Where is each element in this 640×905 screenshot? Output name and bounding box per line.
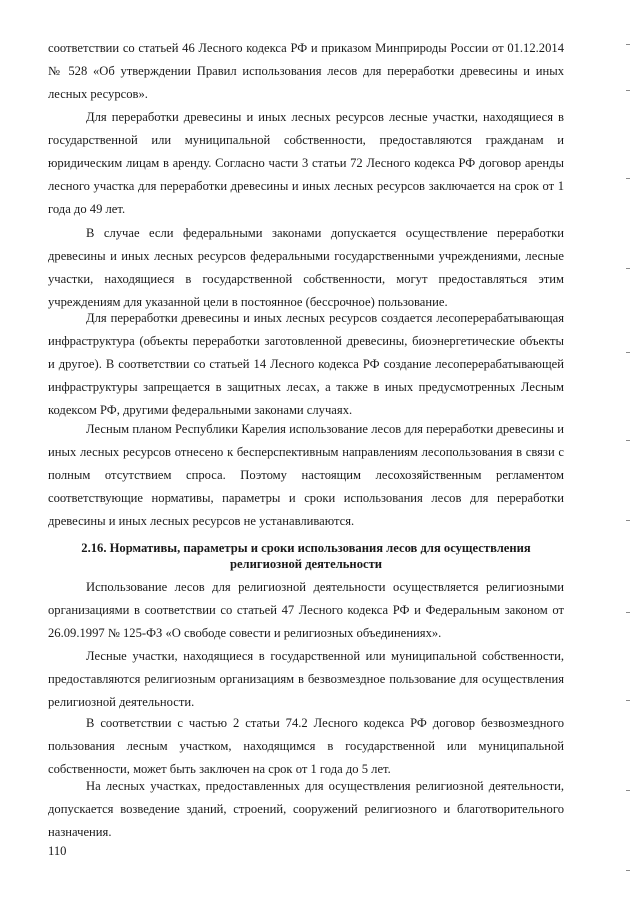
paragraph-2: Для переработки древесины и иных лесных ресурсов лесные участки, находящиеся в государственной или муниципальной собственности, предоставляются гражданам и юридическим лицам в аренду. Согласно части 3 статьи 72 Лесного кодекса РФ договор аренды лесного участка для переработки древесины и иных лесных ресурсов заключается на срок от 1 года до 49 лет.	[48, 110, 564, 216]
scan-edge-mark	[626, 700, 630, 701]
paragraph-1: соответствии со статьей 46 Лесного кодекса РФ и приказом Минприроды России от 01.12.2014 № 528 «Об утверждении Правил использования лесов для переработки древесины и иных лесных ресурсов».	[48, 41, 564, 101]
scan-edge-mark	[626, 178, 630, 179]
section-heading-line-2: религиозной деятельности	[229, 557, 383, 571]
scan-edge-mark	[626, 870, 630, 871]
scan-edge-mark	[626, 90, 630, 91]
scan-edge-mark	[626, 352, 630, 353]
section-heading	[48, 540, 564, 572]
scan-edge-mark	[626, 790, 630, 791]
scan-edge-mark	[626, 440, 630, 441]
paragraph-4: Для переработки древесины и иных лесных ресурсов создается лесоперерабатывающая инфраструктура (объекты переработки заготовленной древесины, биоэнергетические объекты и другое). В соответствии со статьей 14 Лесного кодекса РФ создание лесоперерабатывающей инфраструктуры запрещается в защитных лесах, а также в иных предусмотренных Лесным кодексом РФ, другими федеральными законами случаях.	[48, 311, 564, 417]
paragraph-6: Использование лесов для религиозной деятельности осуществляется религиозными организациями в соответствии со статьей 47 Лесного кодекса РФ и Федеральным законом от 26.09.1997 № 125-ФЗ «О свободе совести и религиозных объединениях».	[48, 580, 564, 640]
page-number: 110	[48, 844, 67, 858]
paragraph-5: Лесным планом Республики Карелия использование лесов для переработки древесины и иных лесных ресурсов отнесено к бесперспективным направлениям лесопользования в связи с полным отсутствием спроса. Поэтому настоящим лесохозяйственным регламентом соответствующие нормативы, параметры и сроки использования лесов для переработки древесины и иных лесных ресурсов не устанавливаются.	[48, 422, 564, 528]
paragraph-7: Лесные участки, находящиеся в государственной или муниципальной собственности, предоставляются религиозным организациям в безвозмездное пользование для осуществления религиозной деятельности.	[48, 649, 564, 709]
scan-edge-mark	[626, 520, 630, 521]
paragraph-9: На лесных участках, предоставленных для осуществления религиозной деятельности, допускается возведение зданий, строений, сооружений религиозного и благотворительного назначения.	[48, 779, 564, 839]
paragraph-8: В соответствии с частью 2 статьи 74.2 Лесного кодекса РФ договор безвозмездного пользования лесным участком, находящимся в государственной или муниципальной собственности, может быть заключен на срок от 1 года до 5 лет.	[48, 716, 564, 776]
scan-edge-mark	[626, 268, 630, 269]
scan-edge-mark	[626, 612, 630, 613]
paragraph-3: В случае если федеральными законами допускается осуществление переработки древесины и иных лесных ресурсов федеральными государственными учреждениями, лесные участки, находящиеся в государственной собственности, могут предоставляться этим учреждениям для указанной цели в постоянное (бессрочное) пользование.	[48, 226, 564, 309]
section-heading-line-1: 2.16. Нормативы, параметры и сроки использования лесов для осуществления	[81, 541, 531, 555]
scan-edge-mark	[626, 44, 630, 45]
